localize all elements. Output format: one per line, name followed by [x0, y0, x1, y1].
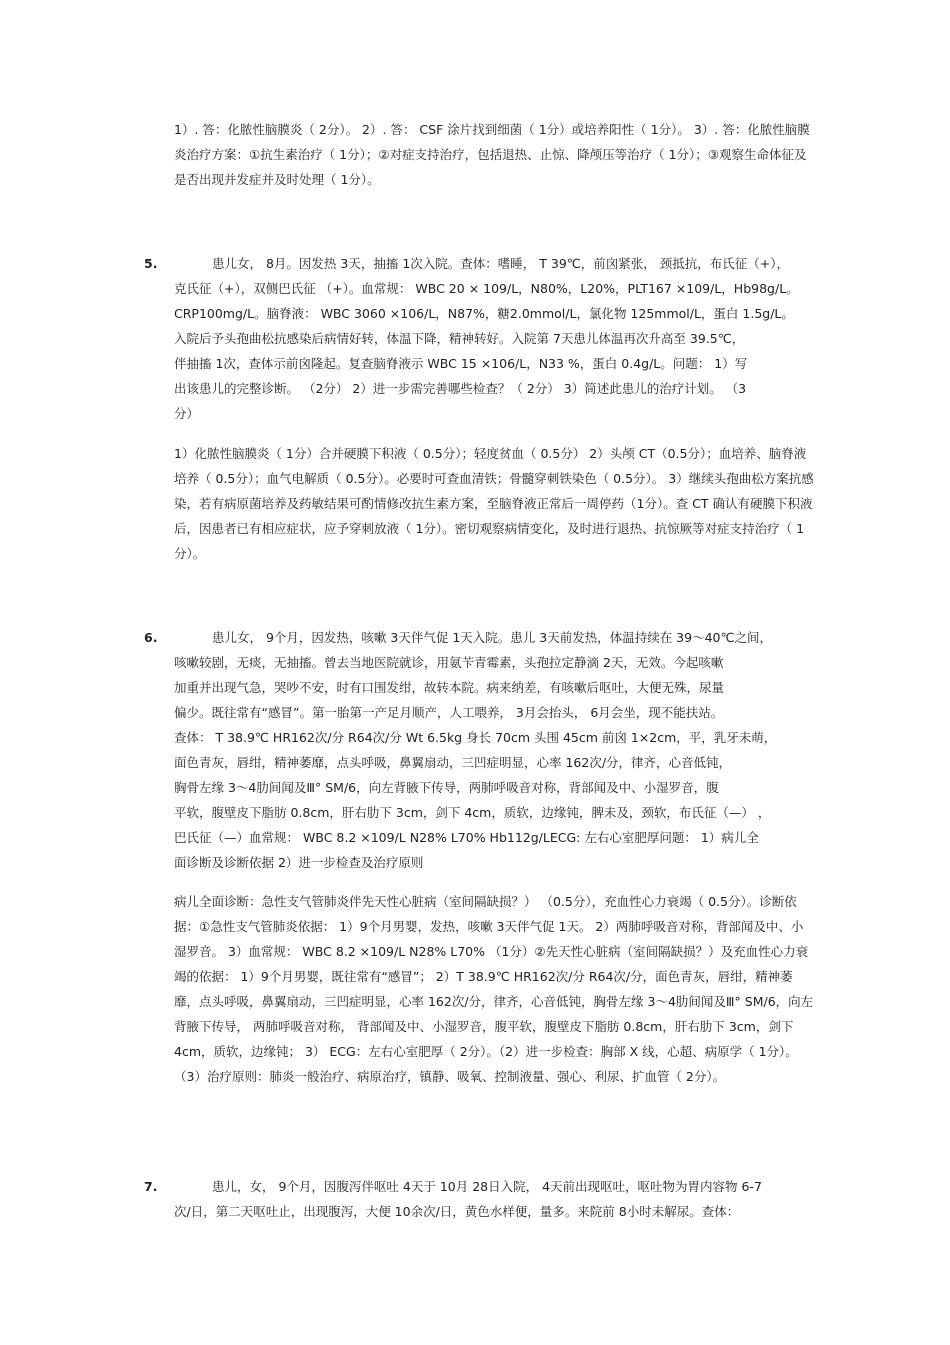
question-line: 巴氏征（—）血常规： WBC 8.2 ×109/L N28% L70% Hb112g/LECG: 左右心室肥厚问题： 1）病儿全 [174, 830, 759, 845]
question-line: 平软，腹壁皮下脂肪 0.8cm，肝右肋下 3cm，剑下 4cm，质软，边缘钝，脾未及，颈软，布氏征（—） ， [174, 805, 771, 820]
question-number: 6. [144, 630, 158, 645]
question-line: 患儿女， 9个月，因发热，咳嗽 3天伴气促 1天入院。患儿 3天前发热，体温持续在 39～40℃之间， [212, 630, 773, 645]
question-line: 患儿，女， 9个月，因腹泻伴呕吐 4天于 10月 28日入院， 4天前出现呕吐，呕吐物为胃内容物 6-7 [212, 1179, 762, 1194]
answer-paragraph: 1）化脓性脑膜炎（ 1分）合并硬膜下积液（ 0.5分）；轻度贫血（ 0.5分） 2）头颅 CT（0.5分）；血培养、脑脊液培养（ 0.5分）；血气电解质（ 0.5分）。必要时可查血清铁；骨髓穿刺铁染色（ 0.5分）。 3）继续头孢曲松方案抗感染，若有病原菌培养及药敏结果可酌情修改抗生素方案，至脑脊液正常后一周停药（1分）。查 CT 确认有硬膜下积液后，因患者已有相应症状，应予穿刺放液（ 1分）。密切观察病情变化，及时进行退热、抗惊厥等对症支持治疗（ 1分）。 [174, 446, 814, 561]
question-line: 咳嗽较剧，无痰，无抽搐。曾去当地医院就诊，用氨苄青霉素，头孢拉定静滴 2天，无效。今起咳嗽 [174, 655, 724, 670]
answer-paragraph: 病儿全面诊断：急性支气管肺炎伴先天性心脏病（室间隔缺损？） （0.5分），充血性心力衰竭（ 0.5分）。诊断依据：①急性支气管肺炎依据： 1）9个月男婴，发热，咳嗽 3天伴气促 1天。 2）两肺呼吸音对称，背部闻及中、小湿罗音。 3）血常规： WBC 8.2 ×109/L N28% L70% （1分）②先天性心脏病（室间隔缺损？）及充血性心力衰竭的依据： 1）9个月男婴，既往常有“感冒”； 2）T 38.9℃ HR162次/分 R64次/分，面色青灰，唇绀，精神萎靡，点头呼吸，鼻翼扇动，三凹症明显，心率 162次/分，律齐，心音低钝，胸骨左缘 3～4肋间闻及Ⅲ° SM/6，向左背腋下传导， 两肺呼吸音对称， 背部闻及中、小湿罗音，腹平软，腹壁皮下脂肪 0.8cm，肝右肋下 3cm，剑下 4cm，质软，边缘钝； 3） ECG：左右心室肥厚（ 2分）。（2）进一步检查：胸部 X 线，心超、病原学（ 1分）。（3）治疗原则：肺炎一般治疗、病原治疗，镇静、吸氧、控制液量、强心、利尿、扩血管（ 2分）。 [174, 894, 814, 1084]
question-line: 面色青灰，唇绀，精神萎靡，点头呼吸，鼻翼扇动，三凹症明显，心率 162次/分，律齐，心音低钝， [174, 755, 732, 770]
question-line: 次/日，第二天呕吐止，出现腹泻，大便 10余次/日，黄色水样便，量多。来院前 8小时未解尿。查体： [174, 1204, 740, 1219]
q6-answer [174, 889, 814, 1089]
question-line: 面诊断及诊断依据 2）进一步检查及治疗原则 [174, 855, 424, 870]
question-line: 出该患儿的完整诊断。 （2分） 2）进一步需完善哪些检查？（ 2分） 3）简述此患儿的治疗计划。 （3 [174, 381, 747, 396]
question-line: 患儿女， 8月。因发热 3天，抽搐 1次入院。查体：嗜睡， T 39℃，前囟紧张， 颈抵抗，布氏征（+）， [212, 256, 790, 271]
question-line: 伴抽搐 1次，查体示前囟隆起。复查脑脊液示 WBC 15 ×106/L，N33 %，蛋白 0.4g/L。问题： 1）写 [174, 356, 748, 371]
question-number-visible: 7. [144, 1179, 158, 1194]
question-line: 查体： T 38.9℃ HR162次/分 R64次/分 Wt 6.5kg 身长 70cm 头围 45cm 前囟 1×2cm，平，乳牙未萌， [174, 730, 777, 745]
question-line: 克氏征（+），双侧巴氏征 （+）。血常规： WBC 20 × 109/L，N80%，L20%，PLT167 ×109/L，Hb98g/L。 [174, 281, 799, 296]
q5-answer [174, 441, 814, 566]
question-line: 加重并出现气急，哭吵不安，时有口围发绀，故转本院。病来纳差，有咳嗽后呕吐，大便无殊，尿量 [174, 680, 725, 695]
answer-paragraph: 1）. 答：化脓性脑膜炎（ 2分）。 2）. 答： CSF 涂片找到细菌（ 1分）或培养阳性（ 1分）。 3）. 答：化脓性脑膜炎治疗方案：①抗生素治疗（ 1分）；②对症支持治疗，包括退热、止惊、降颅压等治疗（ 1分）；③观察生命体征及是否出现并发症并及时处理（ 1分）。 [174, 122, 810, 187]
question-5-stem [174, 251, 814, 426]
question-line: 偏少。既往常有“感冒”。第一胎第一产足月顺产，人工喂养， 3月会抬头， 6月会坐，现不能扶站。 [174, 705, 724, 720]
question-line: 入院后予头孢曲松抗感染后病情好转，体温下降，精神转好。入院第 7天患儿体温再次升高至 39.5℃， [174, 331, 745, 346]
question-7-stem [174, 1174, 814, 1224]
question-number: 5. [144, 256, 158, 271]
q4-answer [174, 117, 814, 192]
question-6-stem [174, 625, 814, 875]
question-line: 胸骨左缘 3～4肋间闻及Ⅲ° SM/6，向左背腋下传导，两肺呼吸音对称，背部闻及中、小湿罗音，腹 [174, 780, 719, 795]
question-line: CRP100mg/L。脑脊液： WBC 3060 ×106/L，N87%，糖2.0mmol/L，氯化物 125mmol/L，蛋白 1.5g/L。 [174, 306, 794, 321]
question-line: 分） [174, 406, 200, 421]
